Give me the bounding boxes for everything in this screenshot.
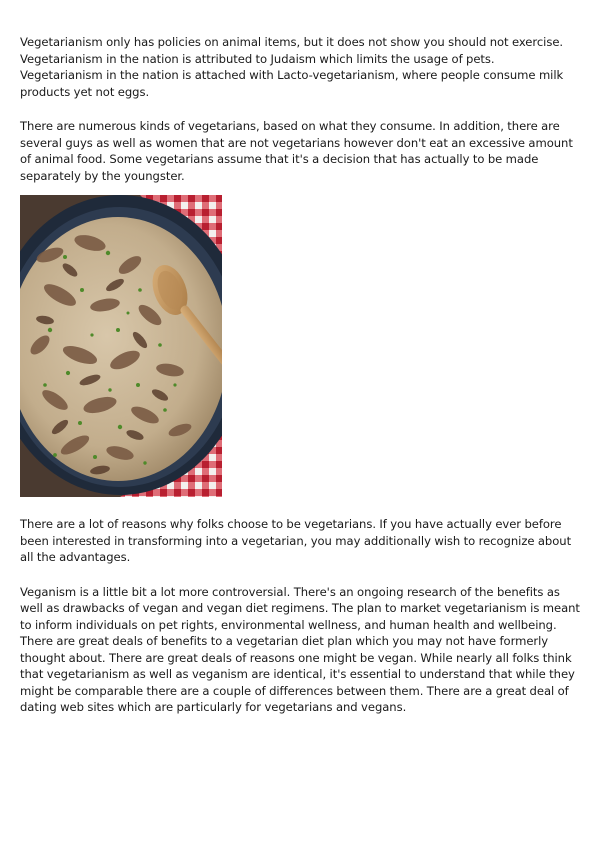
paragraph-2: There are numerous kinds of vegetarians, based on what they consume. In addition, there are several guys as well as women that are not vegetarians however don't eat an excessive amount of animal food. Some vegetarians assume that it's a decision that has actually to be made separately by the youngster.: [20, 119, 573, 183]
article-body: [20, 34, 580, 716]
paragraph-4: Veganism is a little bit a lot more controversial. There's an ongoing research of the benefits as well as drawbacks of vegan and vegan diet regimens. The plan to market vegetarianism is meant to inform individuals on pet rights, environmental wellness, and human health and wellbeing. There are great deals of benefits to a vegetarian diet plan which you may not have formerly thought about. There are great deals of reasons one might be vegan. While nearly all folks think that vegetarianism as well as veganism are identical, it's essential to understand that while they might be comparable there are a couple of differences between them. There are a great deal of dating web sites which are particularly for vegetarians and vegans.: [20, 584, 580, 714]
paragraph-1: Vegetarianism only has policies on animal items, but it does not show you should not exercise. Vegetarianism in the nation is attributed to Judaism which limits the usage of pets. Vegetarianism in the nation is attached with Lacto-vegetarianism, where people consume milk products yet not eggs.: [20, 35, 564, 99]
stroganoff-pan-photo: [20, 195, 222, 497]
paragraph-3: There are a lot of reasons why folks choose to be vegetarians. If you have actually ever before been interested in transforming into a vegetarian, you may additionally wish to recognize about all the advantages.: [20, 517, 572, 564]
